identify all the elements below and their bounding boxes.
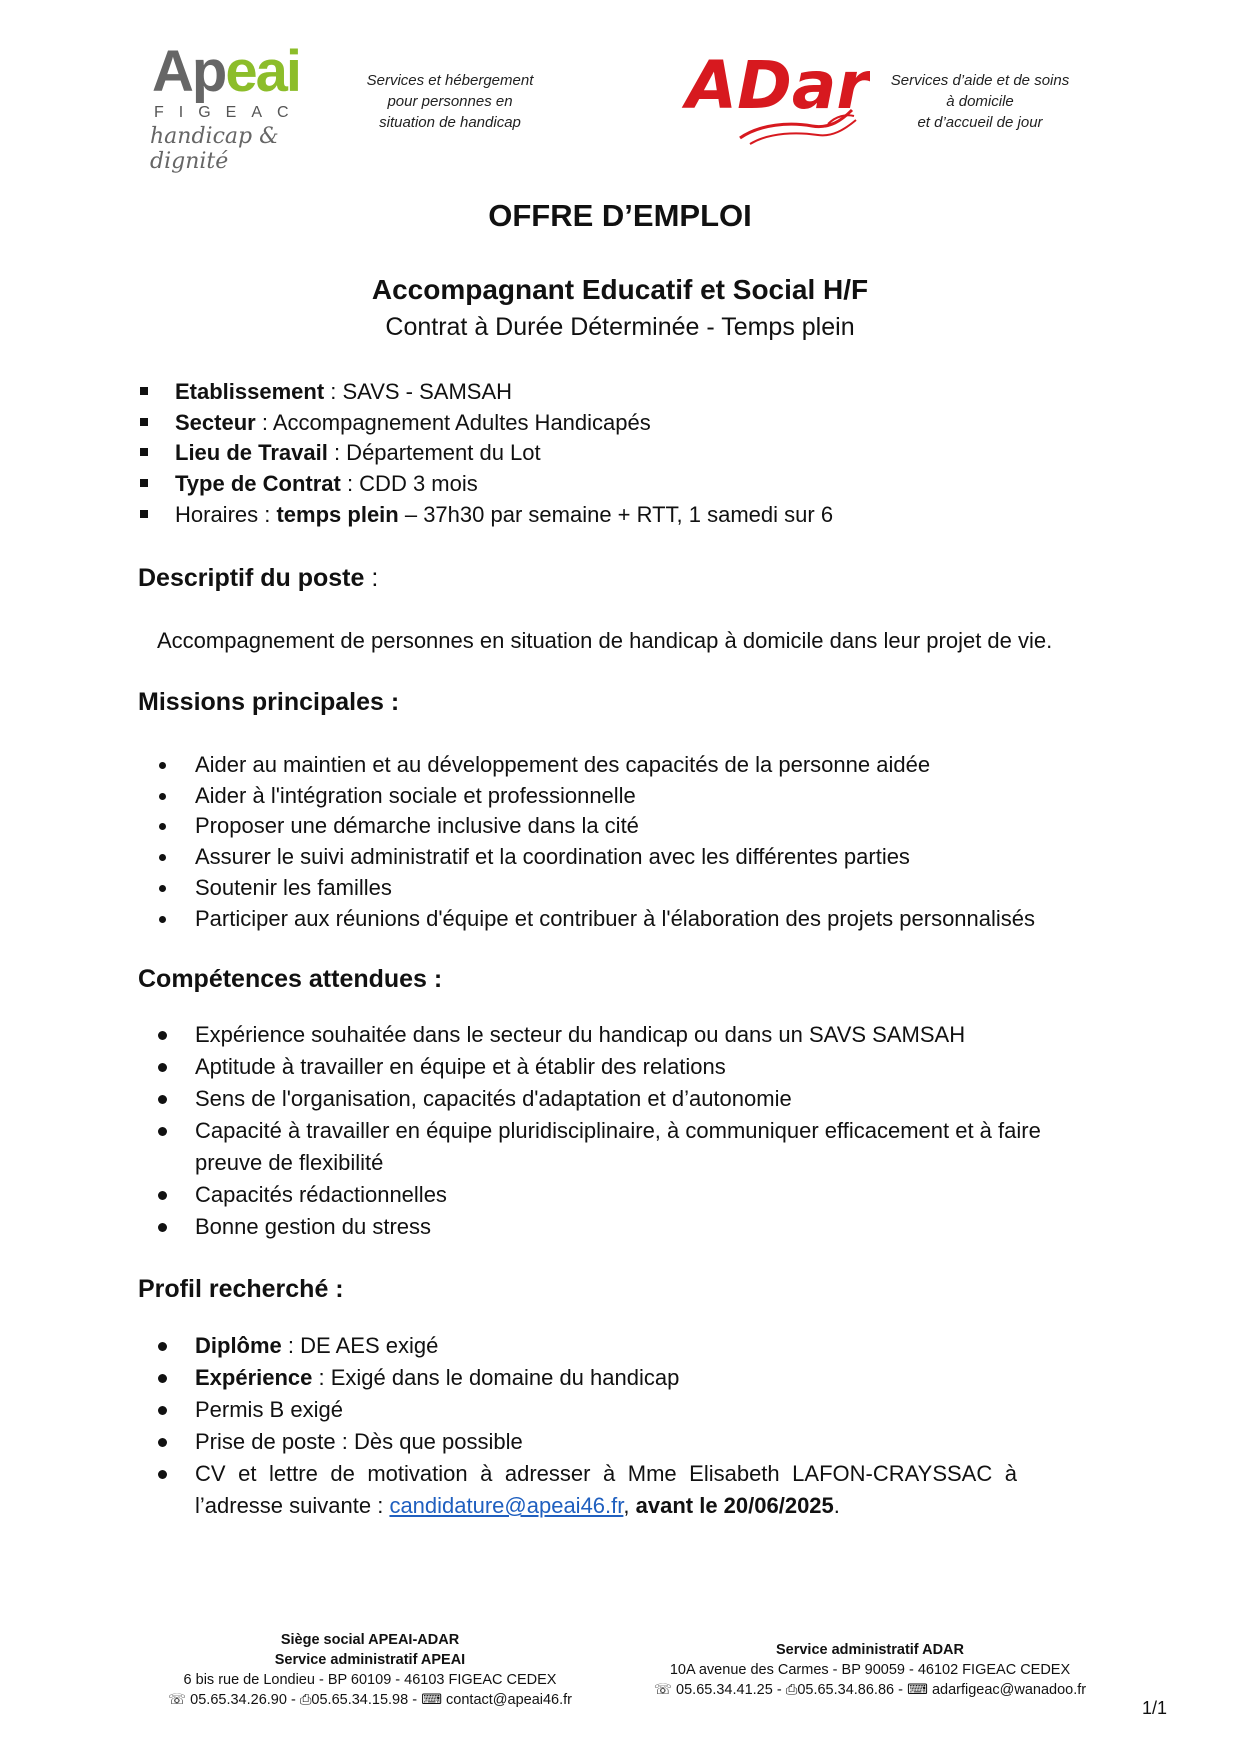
bullet-icon [158, 1191, 167, 1200]
section-heading-description [138, 564, 378, 593]
adar-logo [680, 40, 870, 150]
footer-adar [630, 1640, 1110, 1700]
apeai-logo-city: FIGEAC [154, 104, 304, 121]
footer-line: Service administratif ADAR [775, 1642, 965, 1658]
skill-item: Capacité à travailler en équipe pluridisciplinaire, à communiquer efficacement et à faire [195, 1118, 1041, 1143]
bullet-icon [159, 854, 166, 861]
bullet-icon [158, 1438, 167, 1447]
info-label: Secteur [175, 410, 256, 435]
adar-desc-line: à domicile [946, 93, 1014, 110]
bullet-icon [158, 1342, 167, 1351]
profile-permit: Permis B exigé [195, 1397, 343, 1422]
footer-contacts: ☏ 05.65.34.26.90 - ⎙05.65.34.15.98 - ⌨ contact@apeai46.fr [167, 1692, 573, 1708]
section-heading-missions: Missions principales : [138, 688, 400, 716]
computer-icon: ⌨ [421, 1692, 443, 1708]
apeai-logo-word-a: Ap [152, 39, 226, 104]
info-label: Lieu de Travail [175, 440, 328, 465]
bullet-icon [158, 1095, 167, 1104]
adar-description [870, 70, 1090, 133]
info-sector [175, 408, 651, 438]
candidature-email-link[interactable]: candidature@apeai46.fr [389, 1493, 624, 1518]
square-bullet-icon [140, 510, 148, 518]
profile-value: : DE AES exigé [281, 1333, 439, 1358]
section-heading-colon: : [364, 564, 379, 592]
bullet-icon [159, 916, 166, 923]
info-label: Etablissement [175, 379, 325, 404]
apeai-desc-line: Services et hébergement [366, 72, 534, 89]
skill-item: Bonne gestion du stress [195, 1214, 432, 1239]
footer-contacts: ☏ 05.65.34.41.25 - ⎙05.65.34.86.86 - ⌨ adarfigeac@wanadoo.fr [653, 1682, 1087, 1698]
bullet-icon [158, 1031, 167, 1040]
skill-item: Aptitude à travailler en équipe et à établir des relations [195, 1054, 726, 1079]
bullet-icon [158, 1406, 167, 1415]
cv-end: . [833, 1493, 840, 1518]
skill-item-continuation: preuve de flexibilité [195, 1150, 384, 1175]
hours-rest: – 37h30 par semaine + RTT, 1 samedi sur 6 [398, 502, 834, 527]
mission-item: Assurer le suivi administratif et la coordination avec les différentes parties [195, 844, 910, 869]
phone-icon: ☏ [167, 1692, 187, 1708]
footer-fax: 05.65.34.86.86 [797, 1682, 895, 1698]
footer-email[interactable]: contact@apeai46.fr [446, 1692, 573, 1708]
apeai-logo [150, 38, 320, 174]
square-bullet-icon [140, 448, 148, 456]
adar-desc-line: Services d’aide et de soins [890, 72, 1070, 89]
profile-cv-line: CV et lettre de motivation à adresser à Mme Elisabeth LAFON-CRAYSSAC à [195, 1461, 1017, 1486]
page-title: OFFRE D’EMPLOI [488, 198, 752, 233]
footer-address: 10A avenue des Carmes - BP 90059 - 46102 FIGEAC CEDEX [669, 1662, 1071, 1678]
bullet-icon [159, 885, 166, 892]
mission-item: Aider à l'intégration sociale et professionnelle [195, 783, 636, 808]
adar-logo-word: ADar [686, 47, 869, 124]
profile-value: : Exigé dans le domaine du handicap [312, 1365, 680, 1390]
hours-bold: temps plein [276, 502, 399, 527]
hours-prefix: Horaires : [175, 502, 277, 527]
profile-cv-line-2 [195, 1491, 840, 1521]
square-bullet-icon [140, 387, 148, 395]
fax-icon: ⎙ [299, 1692, 312, 1708]
bullet-icon [158, 1374, 167, 1383]
apeai-description [340, 70, 560, 133]
skill-item: Capacités rédactionnelles [195, 1182, 447, 1207]
mission-item: Participer aux réunions d'équipe et contribuer à l'élaboration des projets personnalisés [195, 906, 1036, 931]
mission-item: Aider au maintien et au développement des capacités de la personne aidée [195, 752, 931, 777]
bullet-icon [158, 1127, 167, 1136]
cv-comma: , [623, 1493, 636, 1518]
skill-item: Sens de l'organisation, capacités d'adaptation et d’autonomie [195, 1086, 792, 1111]
bullet-icon [158, 1223, 167, 1232]
profile-label: Diplôme [195, 1333, 282, 1358]
section-heading-profile: Profil recherché : [138, 1275, 344, 1303]
square-bullet-icon [140, 418, 148, 426]
info-value: : SAVS - SAMSAH [324, 379, 513, 404]
profile-diploma [195, 1331, 438, 1361]
profile-label: Expérience [195, 1365, 313, 1390]
bullet-icon [159, 823, 166, 830]
profile-start: Prise de poste : Dès que possible [195, 1429, 523, 1454]
bullet-icon [159, 762, 166, 769]
section-heading-skills: Compétences attendues : [138, 965, 443, 993]
section-heading-text: Descriptif du poste [138, 564, 365, 592]
apeai-desc-line: situation de handicap [379, 114, 521, 131]
info-location [175, 438, 541, 468]
info-value: : CDD 3 mois [340, 471, 478, 496]
info-hours [175, 500, 833, 530]
info-value: : Accompagnement Adultes Handicapés [255, 410, 651, 435]
contract-subtitle: Contrat à Durée Déterminée - Temps plein [385, 313, 855, 341]
computer-icon: ⌨ [906, 1682, 928, 1698]
adar-logo-mark [680, 40, 870, 150]
job-title: Accompagnant Educatif et Social H/F [371, 274, 869, 305]
info-value: : Département du Lot [327, 440, 541, 465]
bullet-icon [159, 793, 166, 800]
mission-item: Proposer une démarche inclusive dans la cité [195, 813, 639, 838]
square-bullet-icon [140, 479, 148, 487]
bullet-icon [158, 1063, 167, 1072]
footer-email[interactable]: adarfigeac@wanadoo.fr [931, 1682, 1087, 1698]
info-establishment [175, 377, 512, 407]
footer-fax: 05.65.34.15.98 [311, 1692, 409, 1708]
description-text: Accompagnement de personnes en situation de handicap à domicile dans leur projet de vie. [157, 628, 1053, 653]
footer-line: Service administratif APEAI [274, 1652, 466, 1668]
phone-icon: ☏ [653, 1682, 673, 1698]
profile-experience [195, 1363, 679, 1393]
fax-icon: ⎙ [785, 1682, 798, 1698]
footer-apeai [130, 1630, 610, 1710]
apeai-desc-line: pour personnes en [387, 93, 513, 110]
footer-phone: 05.65.34.41.25 [676, 1682, 773, 1698]
mission-item: Soutenir les familles [195, 875, 392, 900]
apeai-logo-word-b: eai [225, 39, 300, 104]
cv-prefix: l’adresse suivante : [195, 1493, 390, 1518]
info-contract-type [175, 469, 478, 499]
skill-item: Expérience souhaitée dans le secteur du handicap ou dans un SAVS SAMSAH [195, 1022, 966, 1047]
application-deadline: avant le 20/06/2025 [635, 1493, 834, 1518]
apeai-logo-tagline: handicap & dignité [150, 124, 279, 174]
footer-line: Siège social APEAI-ADAR [280, 1632, 460, 1648]
footer-phone: 05.65.34.26.90 [190, 1692, 287, 1708]
info-label: Type de Contrat [175, 471, 341, 496]
adar-desc-line: et d’accueil de jour [917, 114, 1043, 131]
footer-address: 6 bis rue de Londieu - BP 60109 - 46103 FIGEAC CEDEX [183, 1672, 557, 1688]
page-number: 1/1 [1142, 1698, 1168, 1718]
bullet-icon [158, 1470, 167, 1479]
